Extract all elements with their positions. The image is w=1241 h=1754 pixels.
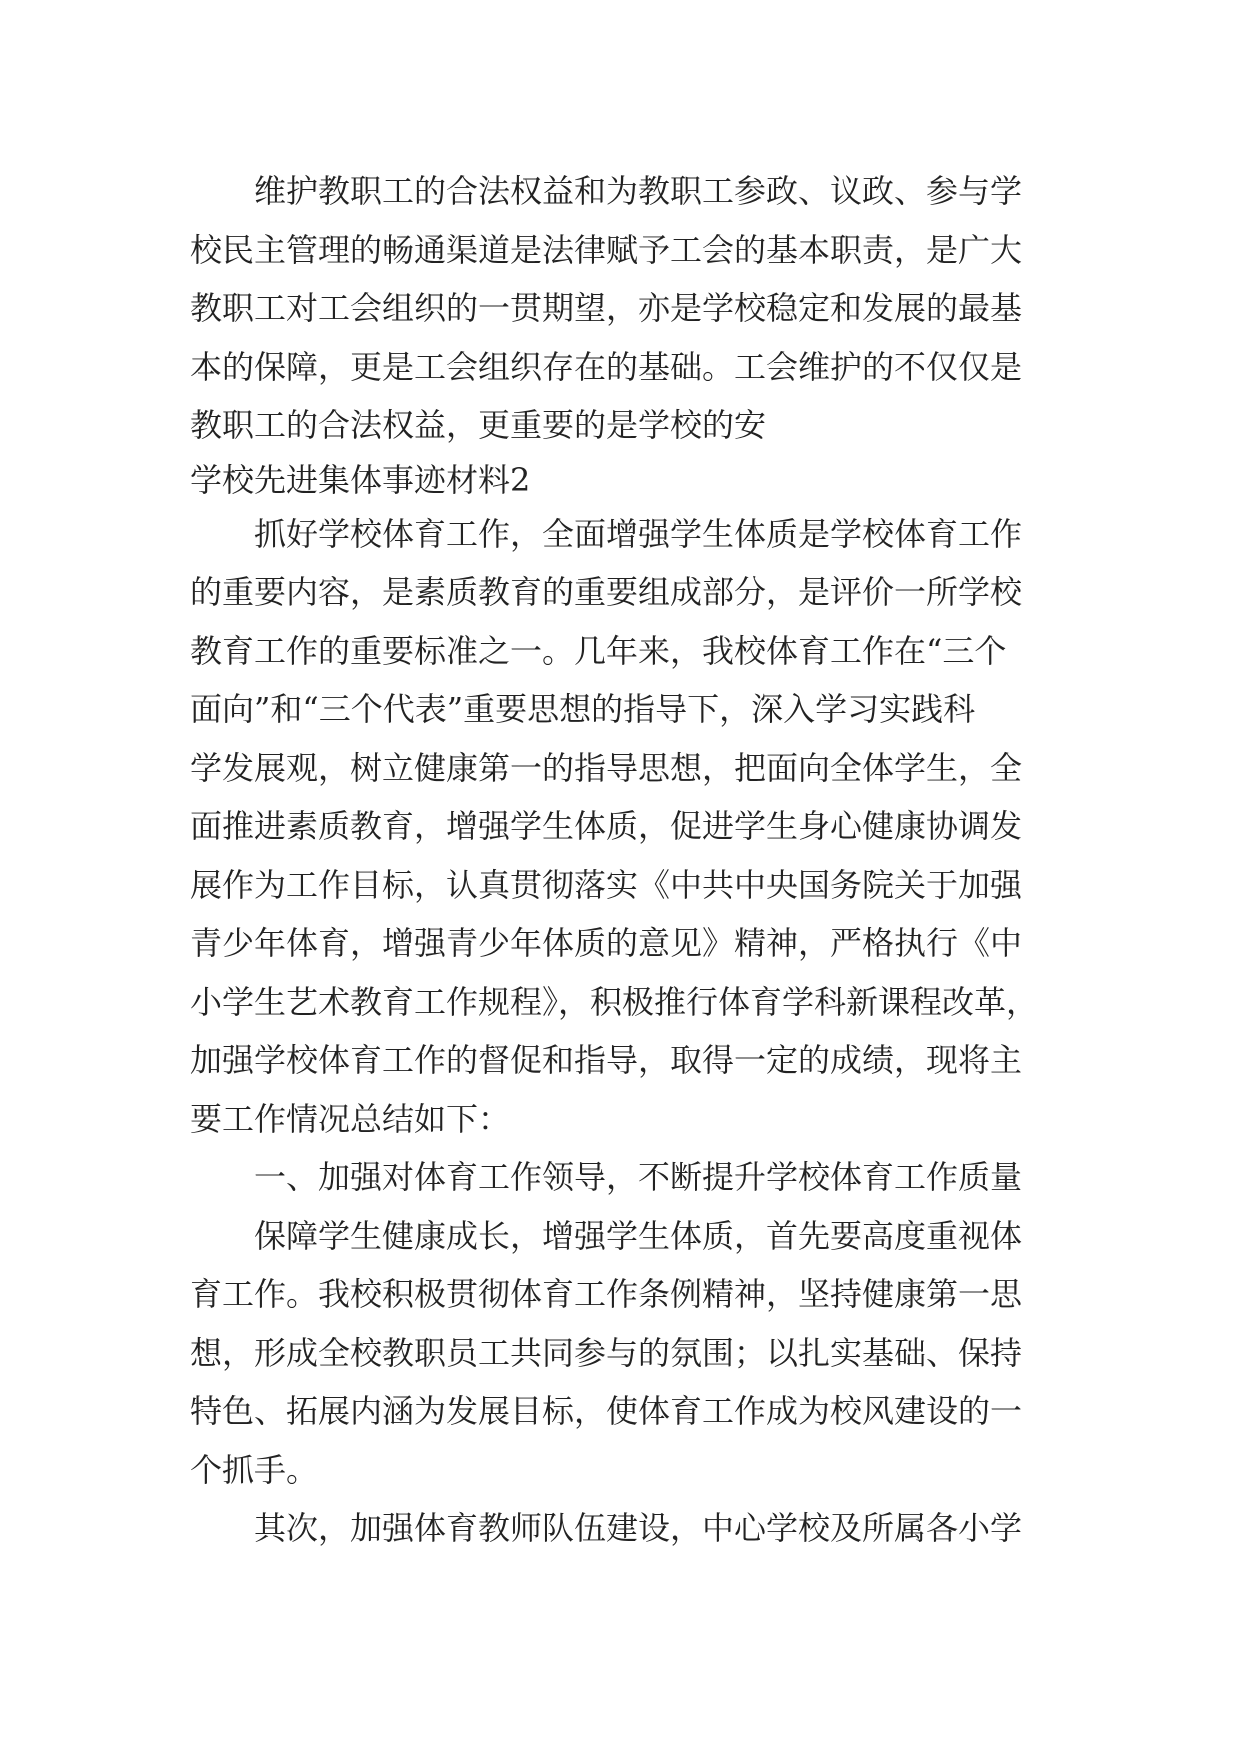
text-line: 育工作。我校积极贯彻体育工作条例精神，坚持健康第一思 [190, 1275, 1023, 1313]
text-line: 抓好学校体育工作，全面增强学生体质是学校体育工作 [254, 514, 1023, 553]
text-line: 教育工作的重要标准之一。几年来，我校体育工作在“三个 [190, 631, 1007, 670]
section-heading: 学校先进集体事迹材料2 [190, 460, 531, 499]
text-line: 的重要内容，是素质教育的重要组成部分，是评价一所学校 [190, 573, 1023, 611]
text-line: 青少年体育，增强青少年体质的意见》精神，严格执行《中 [190, 924, 1023, 962]
text-line: 保障学生健康成长，增强学生体质，首先要高度重视体 [254, 1216, 1023, 1255]
text-line: 教职工的合法权益，更重要的是学校的安 [190, 406, 767, 444]
text-line: 校民主管理的畅通渠道是法律赋予工会的基本职责，是广大 [190, 230, 1023, 269]
text-line: 要工作情况总结如下： [190, 1099, 511, 1138]
text-line: 维护教职工的合法权益和为教职工参政、议政、参与学 [254, 172, 1023, 210]
text-line: 其次，加强体育教师队伍建设，中心学校及所属各小学 [254, 1509, 1023, 1547]
text-line: 特色、拓展内涵为发展目标，使体育工作成为校风建设的一 [190, 1392, 1023, 1430]
text-line: 展作为工作目标，认真贯彻落实《中共中央国务院关于加强 [190, 865, 1023, 904]
text-line: 面推进素质教育，增强学生体质，促进学生身心健康协调发 [190, 807, 1023, 845]
text-line: 个抓手。 [190, 1450, 319, 1489]
text-line: 教职工对工会组织的一贯期望，亦是学校稳定和发展的最基 [190, 289, 1023, 327]
text-line: 想，形成全校教职员工共同参与的氛围；以扎实基础、保持 [190, 1333, 1023, 1372]
document-body [190, 162, 1050, 1558]
text-line: 一、加强对体育工作领导，不断提升学校体育工作质量 [254, 1158, 1023, 1196]
text-line: 本的保障，更是工会组织存在的基础。工会维护的不仅仅是 [190, 347, 1023, 386]
text-line: 面向”和“三个代表”重要思想的指导下，深入学习实践科 [190, 690, 976, 728]
text-line: 小学生艺术教育工作规程》，积极推行体育学科新课程改革， [190, 982, 1039, 1021]
text-line: 学发展观，树立健康第一的指导思想，把面向全体学生，全 [190, 748, 1023, 787]
text-line: 加强学校体育工作的督促和指导，取得一定的成绩，现将主 [190, 1041, 1023, 1079]
